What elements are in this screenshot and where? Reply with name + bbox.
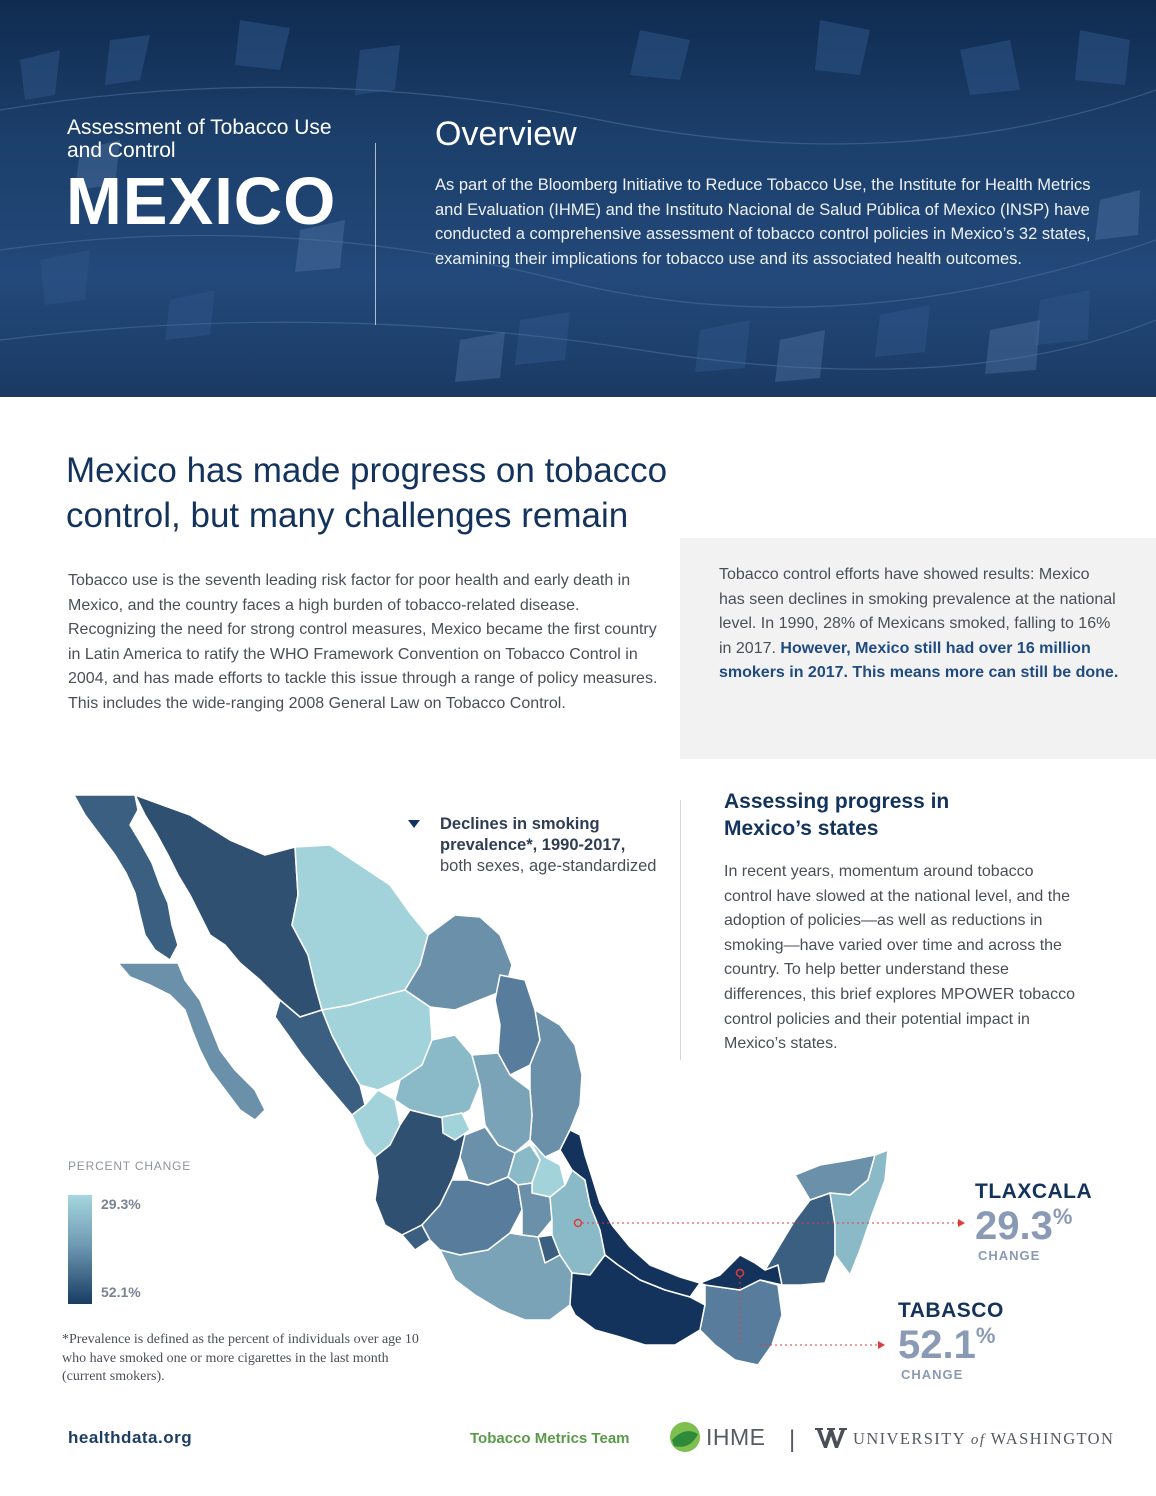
legend-high-label: 29.3% [101,1196,141,1212]
callout-change-label: CHANGE [978,1248,1041,1263]
ihme-logo-text: IHME [706,1424,766,1450]
logo-separator: | [789,1426,796,1453]
uw-logo-text: UNIVERSITY of WASHINGTON [853,1429,1115,1448]
state-chiapas [700,1280,782,1365]
report-subtitle: Assessment of Tobacco Use and Control [67,116,332,162]
team-name: Tobacco Metrics Team [470,1430,630,1447]
legend-low-label: 52.1% [101,1284,141,1300]
callout-tlaxcala [975,1180,1092,1263]
main-heading: Mexico has made progress on tobacco control, but many challenges remain [66,451,668,535]
state-baja-california-sur [118,963,265,1120]
uw-w-icon [815,1426,847,1450]
legend-gradient-bar [68,1195,92,1304]
highlight-text-regular: Tobacco control efforts have showed results: Mexico has seen declines in smoking prevalence at the national level. In 1990, 28% of Mexicans smoked, falling to 16% in 2017. [719,566,1116,657]
highlight-text-bold: However, Mexico still had over 16 million smokers in 2017. This means more can still be done. [719,639,1119,682]
legend-title: PERCENT CHANGE [68,1159,191,1173]
website-link[interactable]: healthdata.org [68,1428,193,1447]
overview-text: As part of the Bloomberg Initiative to Reduce Tobacco Use, the Institute for Health Metrics and Evaluation (IHME) and the Instituto Nacional de Salud Pública of Mexico (INSP) have conducted a comprehensive assessment of tobacco control policies in Mexico’s 32 states, examining their implications for tobacco use and its associated health outcomes. [435,176,1091,268]
ihme-leaf-icon [668,1420,702,1454]
tlaxcala-arrow [958,1219,965,1227]
country-title: MEXICO [66,164,337,239]
tabasco-arrow [878,1341,885,1349]
map-subtitle: both sexes, age-standardized [440,857,657,875]
footnote: *Prevalence is defined as the percent of individuals over age 10 who have smoked one or more cigarettes in the last month (current smokers). [62,1332,419,1384]
highlight-text [719,563,1119,686]
callout-state-name: TLAXCALA [975,1180,1093,1203]
overview-title: Overview [435,115,577,153]
callout-tabasco [898,1299,1004,1382]
callout-state-name: TABASCO [898,1299,1004,1322]
assess-title: Assessing progress in Mexico’s states [724,790,950,840]
triangle-down-icon [408,820,420,828]
callout-value: 52.1% [898,1323,996,1367]
callout-change-label: CHANGE [901,1367,964,1382]
hero-divider [375,143,376,325]
assess-text: In recent years, momentum around tobacco control have slowed at the national level, and the adoption of policies—as well as reductions in smoking—have varied over time and across the country. To help better understand these differences, this brief explores MPOWER tobacco control policies and their potential impact in Mexico’s states. [724,863,1075,1053]
intro-paragraph: Tobacco use is the seventh leading risk factor for poor health and early death in Mexico, and the country faces a high burden of tobacco-related disease. Recognizing the need for strong control measures, Mexico became the first country in Latin America to ratify the WHO Framework Convention on Tobacco Control in 2004, and has made efforts to tackle this issue through a range of policy measures. This includes the wide-ranging 2008 General Law on Tobacco Control. [68,572,658,712]
callout-value: 29.3% [975,1204,1073,1248]
map-title: Declines in smoking prevalence*, 1990-2017, [440,815,626,854]
